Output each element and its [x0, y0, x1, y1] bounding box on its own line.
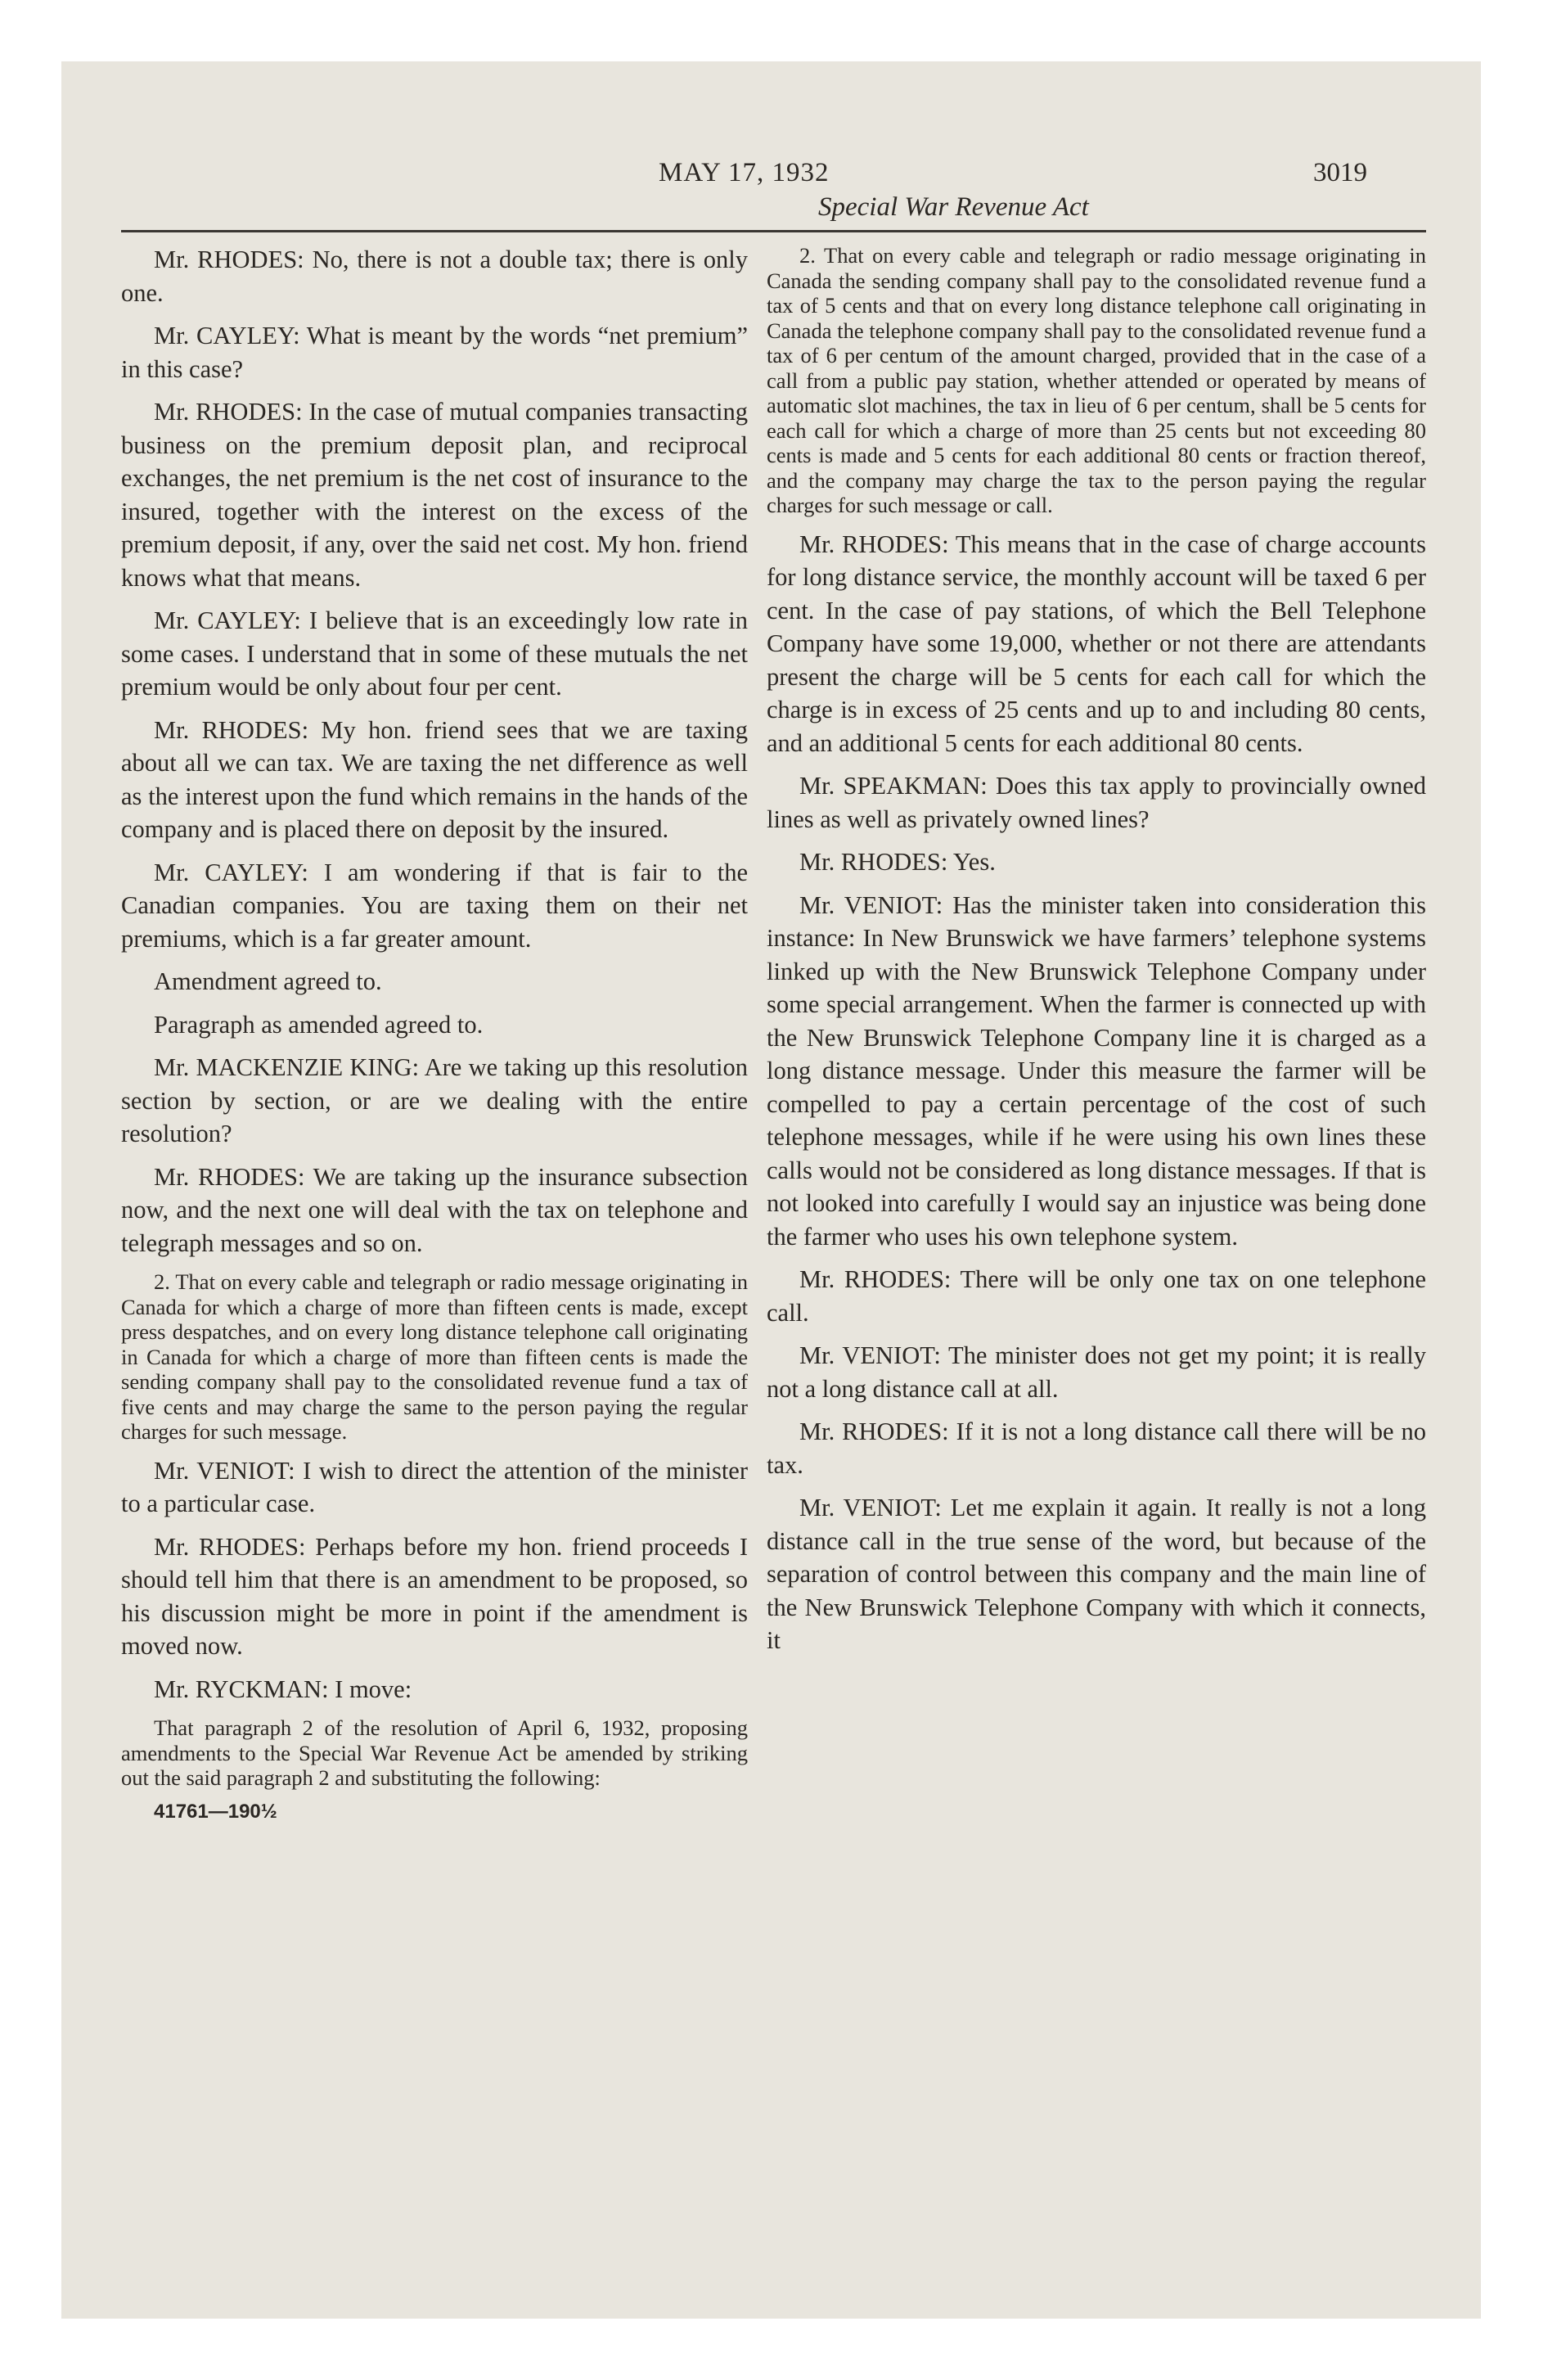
speech-paragraph: Mr. CAYLEY: What is meant by the words “net premium” in this case? — [121, 322, 748, 383]
speech-paragraph: Mr. VENIOT: Has the minister taken into consideration this instance: In New Brunswick we have farmers’ telephone systems linked up with the New Brunswick Telephone Company under some special arrangement. When the farmer is connected up with the New Brunswick Telephone Company line it is charged as a long distance message. Under this measure the farmer will be compelled to pay a certain percentage of the cost of such telephone messages, while if he were using his own lines these calls would not be considered as long distance messages. If that is not looked into carefully I would say an injustice was being done the farmer who uses his own telephone system. — [767, 890, 1426, 1251]
speech-paragraph: Mr. VENIOT: Let me explain it again. It really is not a long distance call in the true sense of the word, but because of the separation of control between this company and the main line of the New Brunswick Telephone Company with which it connects, it — [767, 1494, 1426, 1654]
speech-paragraph: Mr. MACKENZIE KING: Are we taking up this resolution section by section, or are we dealing with the entire resolution? — [121, 1053, 748, 1147]
speech-paragraph: Mr. RHODES: Perhaps before my hon. friend proceeds I should tell him that there is an amendment to be proposed, so his discussion might be more in point if the amendment is moved now. — [121, 1532, 748, 1660]
speech-paragraph: Mr. RHODES: No, there is not a double tax; there is only one. — [121, 246, 748, 307]
quoted-resolution: 2. That on every cable and telegraph or radio message originating in Canada for which a charge of more than fifteen cents is made, except press despatches, and on every long distance telephone call originating in Canada for which a charge of more than fifteen cents is made the sending company shall pay to the consolidated revenue fund a tax of five cents and may charge the same to the person paying the regular charges for such message. — [121, 1269, 748, 1444]
speech-paragraph: Mr. RHODES: We are taking up the insurance subsection now, and the next one will deal with the tax on telephone and telegraph messages and so on. — [121, 1162, 748, 1257]
speech-paragraph: Mr. VENIOT: The minister does not get my point; it is really not a long distance call at all. — [767, 1341, 1426, 1403]
speech-paragraph: Mr. RHODES: In the case of mutual companies transacting business on the premium deposit plan, and reciprocal exchanges, the net premium is the net cost of insurance to the insured, together with the interest on the excess of the premium deposit, if any, over the said net cost. My hon. friend knows what that means. — [121, 398, 748, 592]
left-column — [121, 243, 748, 1823]
quoted-resolution: 2. That on every cable and telegraph or radio message originating in Canada the sending company shall pay to the consolidated revenue fund a tax of 5 cents and that on every long distance telephone call originating in Canada the telephone company shall pay to the consolidated revenue fund a tax of 6 per centum of the amount charged, provided that in the case of a call from a public pay station, whether attended or operated by means of automatic slot machines, the tax in lieu of 6 per centum, shall be 5 cents for each call for which a charge of more than 25 cents but not exceeding 80 cents is made and 5 cents for each additional 80 cents or fraction thereof, and the company may charge the tax to the person paying the regular charges for such message or call. — [767, 243, 1426, 517]
speech-paragraph: Amendment agreed to. — [154, 967, 382, 995]
header-rule — [121, 230, 1426, 232]
speech-paragraph: Mr. RHODES: Yes. — [799, 848, 996, 876]
header-subtitle: Special War Revenue Act — [818, 192, 1089, 222]
page-number: 3019 — [1313, 158, 1367, 187]
quoted-resolution: That paragraph 2 of the resolution of April 6, 1932, proposing amendments to the Special War Revenue Act be amended by striking out the said paragraph 2 and substituting the following: — [121, 1715, 748, 1790]
speech-paragraph: Mr. RHODES: If it is not a long distance call there will be no tax. — [767, 1418, 1426, 1479]
document-page — [61, 61, 1481, 2319]
speech-paragraph: Paragraph as amended agreed to. — [154, 1010, 484, 1039]
right-column — [767, 243, 1426, 1667]
speech-paragraph: Mr. SPEAKMAN: Does this tax apply to provincially owned lines as well as privately owned lines? — [767, 772, 1426, 833]
speech-paragraph: Mr. RHODES: My hon. friend sees that we are taxing about all we can tax. We are taxing the net difference as well as the interest upon the fund which remains in the hands of the company and is placed there on deposit by the insured. — [121, 715, 748, 843]
speech-paragraph: Mr. RHODES: This means that in the case of charge accounts for long distance service, the monthly account will be taxed 6 per cent. In the case of pay stations, of which the Bell Telephone Company have some 19,000, whether or not there are attendants present the charge will be 5 cents for each call for which the charge is in excess of 25 cents and up to and including 80 cents, and an additional 5 cents for each additional 80 cents. — [767, 530, 1426, 757]
speech-paragraph: Mr. VENIOT: I wish to direct the attention of the minister to a particular case. — [121, 1456, 748, 1517]
speech-paragraph: Mr. CAYLEY: I am wondering if that is fair to the Canadian companies. You are taxing them on their net premiums, which is a far greater amount. — [121, 858, 748, 953]
print-footnote: 41761—190½ — [154, 1800, 277, 1823]
speech-paragraph: Mr. CAYLEY: I believe that is an exceedingly low rate in some cases. I understand that in some of these mutuals the net premium would be only about four per cent. — [121, 606, 748, 701]
speech-paragraph: Mr. RYCKMAN: I move: — [154, 1675, 412, 1703]
speech-paragraph: Mr. RHODES: There will be only one tax on one telephone call. — [767, 1265, 1426, 1327]
header-date: MAY 17, 1932 — [659, 158, 830, 187]
